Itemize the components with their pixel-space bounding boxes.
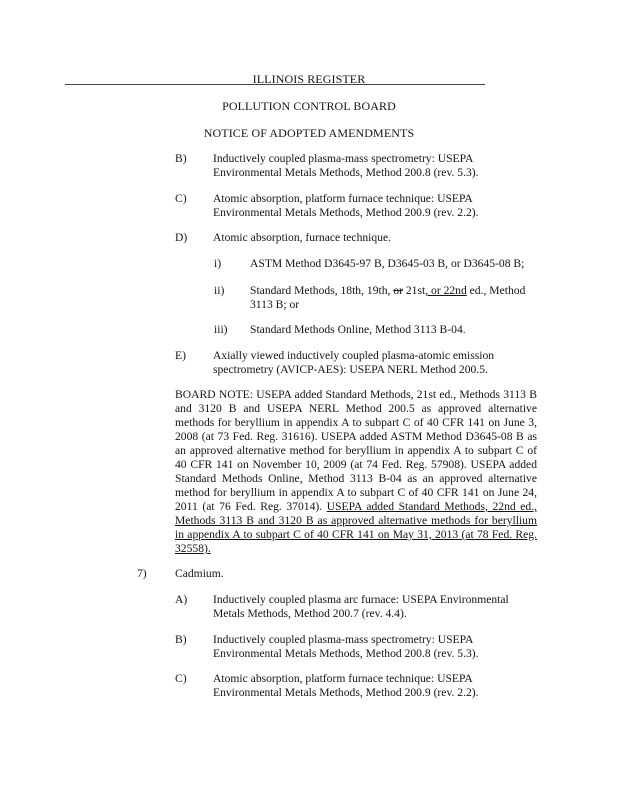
item-text: Axially viewed inductively coupled plasma-atomic emission spectrometry (AVICP-AES): USEPA NERL Method 200.5. (213, 349, 495, 376)
subitem-label: ii) (214, 284, 225, 297)
section-number: 7) (137, 567, 147, 580)
register-title: ILLINOIS REGISTER (252, 72, 366, 86)
subitem-text: Standard Methods, 18th, 19th, or 21st, or 22nd ed., Method 3113 B; or (250, 284, 526, 311)
item-text: Atomic absorption, furnace technique. (213, 231, 392, 244)
item-label: C) (175, 672, 187, 685)
subitem-label: iii) (214, 323, 228, 336)
item-label: B) (175, 152, 187, 165)
item-text: Inductively coupled plasma arc furnace: USEPA Environmental Metals Methods, Method 200.7 (rev. 4.4). (213, 593, 509, 620)
item-label: C) (175, 192, 187, 205)
item-text: Atomic absorption, platform furnace technique: USEPA Environmental Metals Methods, Method 200.9 (rev. 2.2). (213, 192, 479, 219)
board-note-added-text: USEPA added Standard Methods, 22nd ed., Methods 3113 B and 3120 B as approved alternative methods for beryllium in appendix A to subpart C of 40 CFR 141 on May 31, 2013 (at 78 Fed. Reg. 32558). (175, 500, 537, 555)
subitem-text: Standard Methods Online, Method 3113 B-04. (250, 323, 466, 336)
notice-title: NOTICE OF ADOPTED AMENDMENTS (203, 126, 415, 140)
subitem-text: ASTM Method D3645-97 B, D3645-03 B, or D3645-08 B; (250, 257, 525, 270)
item-text: Inductively coupled plasma-mass spectrometry: USEPA Environmental Metals Methods, Method 200.8 (rev. 5.3). (213, 633, 479, 660)
item-label: D) (175, 231, 188, 244)
item-text: Inductively coupled plasma-mass spectrometry: USEPA Environmental Metals Methods, Method 200.8 (rev. 5.3). (213, 152, 479, 179)
item-label: B) (175, 633, 187, 646)
inserted-text: , or 22nd (425, 284, 467, 297)
board-note: BOARD NOTE: USEPA added Standard Methods, 21st ed., Methods 3113 B and 3120 B and USEPA NERL Method 200.5 as approved alternative methods for beryllium in appendix A to subpart C of 40 CFR 141 on June 3, 2008 (at 73 Fed. Reg. 31616). USEPA added ASTM Method D3645-08 B as an approved alternative method for beryllium in appendix A to subpart C of 40 CFR 141 on November 10, 2009 (at 74 Fed. Reg. 57908). USEPA added Standard Methods Online, Method 3113 B-04 as an approved alternative method for beryllium in appendix A to subpart C of 40 CFR 141 on June 24, 2011 (at 76 Fed. Reg. 37014). USEPA added Standard Methods, 22nd ed., Methods 3113 B and 3120 B as approved alternative methods for beryllium in appendix A to subpart C of 40 CFR 141 on May 31, 2013 (at 78 Fed. Reg. 32558). (175, 388, 537, 555)
board-title: POLLUTION CONTROL BOARD (222, 99, 396, 113)
section-title: Cadmium. (175, 567, 224, 580)
item-text: Atomic absorption, platform furnace technique: USEPA Environmental Metals Methods, Method 200.9 (rev. 2.2). (213, 672, 479, 699)
item-label: A) (175, 593, 188, 606)
struck-text: or (393, 284, 403, 297)
subitem-label: i) (214, 257, 222, 270)
item-label: E) (175, 349, 186, 362)
